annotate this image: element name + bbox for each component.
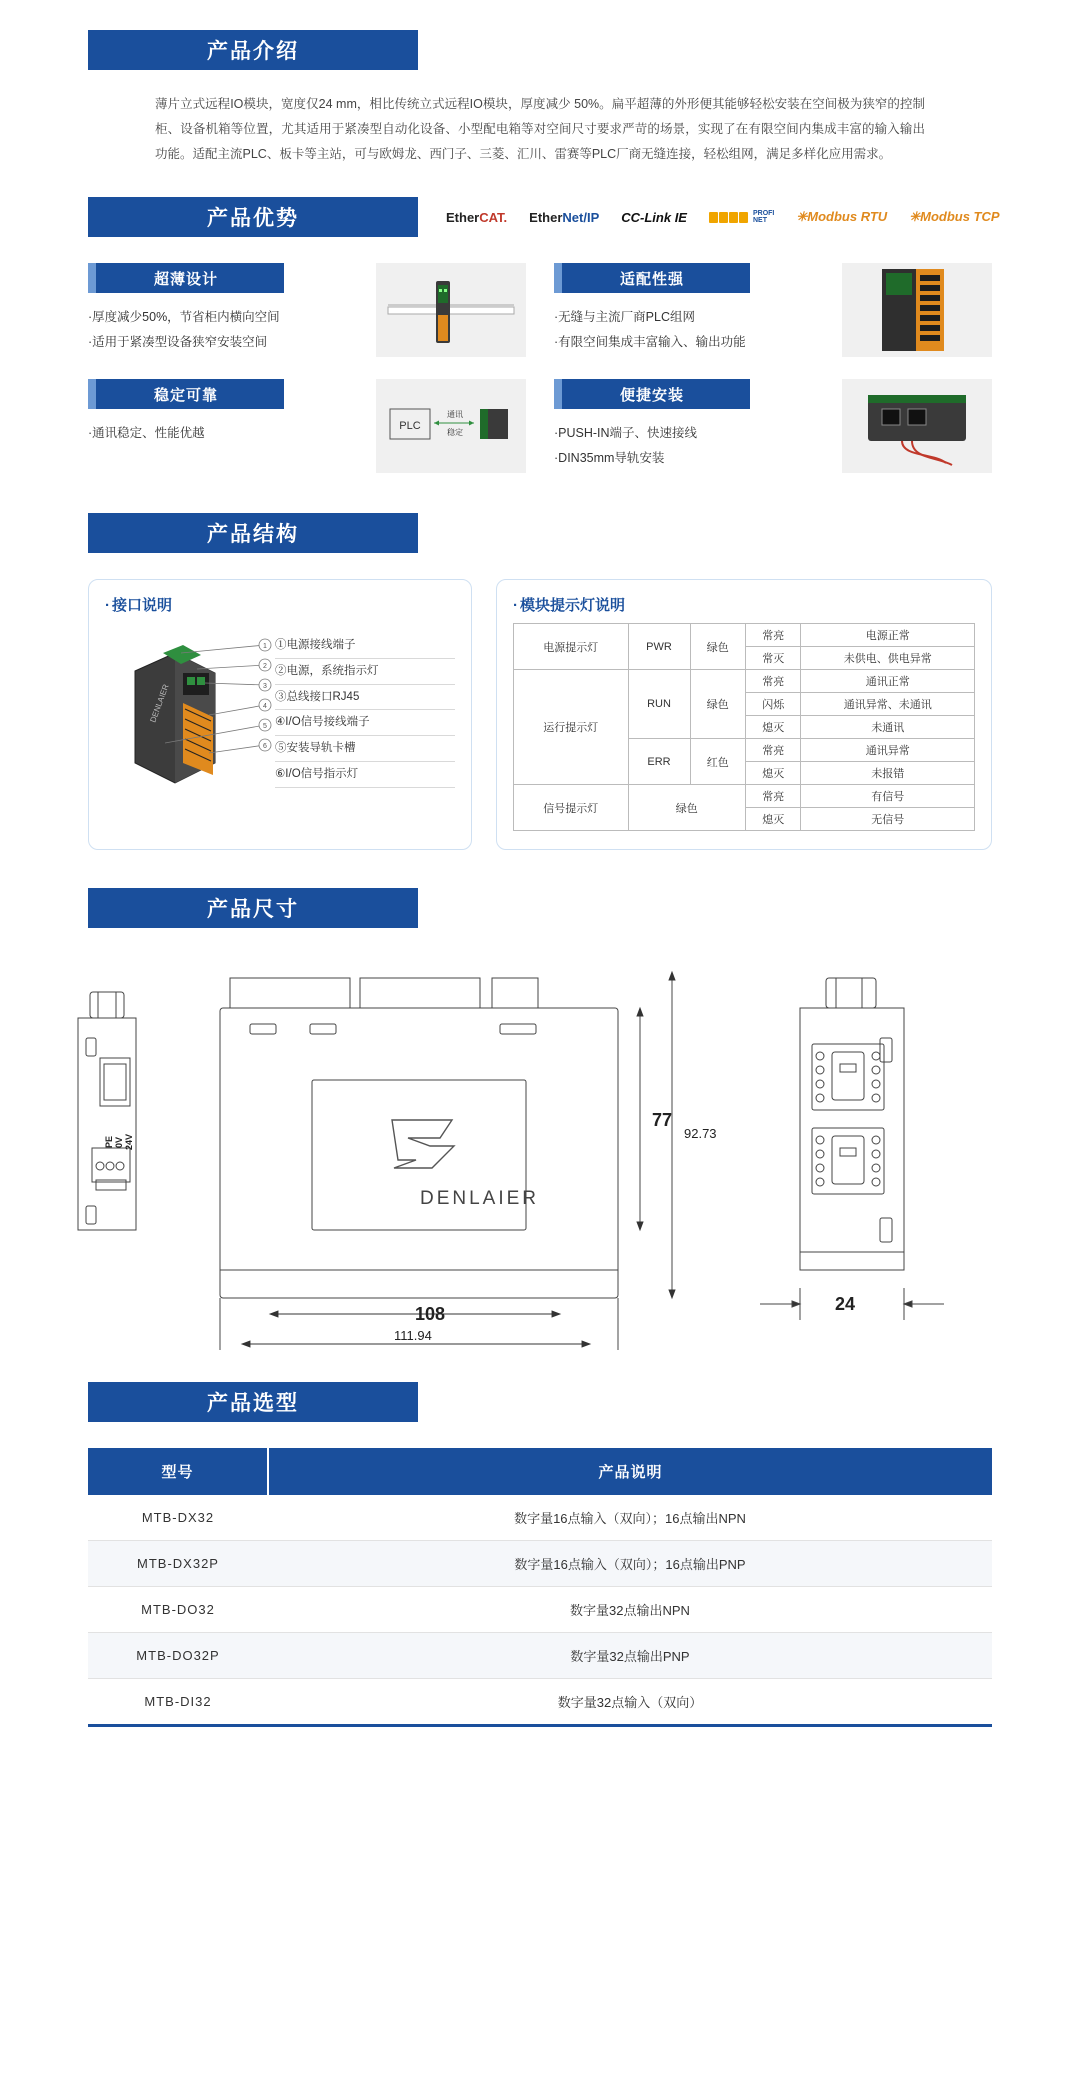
interface-item: ③总线接口RJ45 [275,685,455,711]
bullet-dot-icon: · [513,597,518,614]
led-name: PWR [628,624,690,670]
table-row [88,1541,992,1587]
cell-description: 数字量32点输出NPN [268,1587,992,1633]
bullet-dot-icon: · [105,597,110,614]
structure-wrapper [88,579,992,850]
brand-logo [392,1120,454,1168]
advantage-bullet: ·DIN35mm导轨安装 [554,451,665,465]
dim-depth-24: 24 [835,1294,856,1314]
terminal-label-24v: 24V [124,1133,134,1150]
advantage-bullets [554,305,830,355]
section-header-structure: 产品结构 [88,513,418,553]
advantage-card-reliable [88,379,526,473]
led-title-text: 模块提示灯说明 [520,597,626,614]
advantage-card-ultrathin [88,263,526,357]
led-color: 绿色 [628,785,745,831]
dim-height-92: 92.73 [684,1126,717,1141]
modbus-rtu-logo: ✳Modbus RTU [796,209,888,224]
svg-text:4: 4 [263,703,267,710]
led-description-box [496,579,992,850]
led-group: 电源提示灯 [514,624,629,670]
product-selection-table [88,1448,992,1727]
led-status-table [513,623,975,831]
section-header-dimensions: 产品尺寸 [88,888,418,928]
advantage-bullet: ·厚度减少50%，节省柜内横向空间 [88,310,280,324]
column-header-model: 型号 [88,1448,268,1495]
led-name: ERR [628,739,690,785]
led-state: 常灭 [745,647,800,670]
interface-item: ⑤安装导轨卡槽 [275,736,455,762]
led-state: 熄灭 [745,808,800,831]
cell-description: 数字量32点输入（双向） [268,1679,992,1726]
dimension-drawings [60,952,1020,1372]
advantage-bullet: ·有限空间集成丰富输入、输出功能 [554,335,746,349]
led-color: 红色 [690,739,745,785]
table-row [88,1679,992,1726]
advantage-image-wiring [842,379,992,473]
led-state: 闪烁 [745,693,800,716]
led-desc: 未供电、供电异常 [801,647,975,670]
led-state: 熄灭 [745,716,800,739]
interface-item: ②电源，系统指示灯 [275,659,455,685]
advantage-image-din-rail [376,263,526,357]
advantage-title: 稳定可靠 [88,379,284,409]
svg-text:3: 3 [263,683,267,690]
interface-item: ④I/O信号接线端子 [275,710,455,736]
dim-height-77: 77 [652,1110,673,1130]
module-illustration [105,623,275,798]
advantage-title: 超薄设计 [88,263,284,293]
interface-body [105,623,455,798]
led-desc: 电源正常 [801,624,975,647]
interface-item: ⑥I/O信号指示灯 [275,762,455,788]
advantage-text-block [554,379,842,473]
led-state: 常亮 [745,624,800,647]
interface-item-list [275,623,455,798]
cell-description: 数字量32点输出PNP [268,1633,992,1679]
table-header-row [88,1448,992,1495]
advantage-bullet: ·PUSH-IN端子、快速接线 [554,426,698,440]
interface-title-text: 接口说明 [112,597,173,614]
svg-text:5: 5 [263,723,267,730]
cell-model: MTB-DI32 [88,1679,268,1726]
cell-description: 数字量16点输入（双向）；16点输出NPN [268,1495,992,1541]
terminal-label-0v: 0V [114,1136,124,1148]
led-desc: 通讯正常 [801,670,975,693]
table-row [514,785,975,808]
advantage-bullets [88,421,364,446]
table-row [514,670,975,693]
brand-text: DENLAIER [420,1188,540,1209]
section-header-advantages: 产品优势 [88,197,418,237]
svg-text:6: 6 [263,743,267,750]
table-row [514,624,975,647]
column-header-description: 产品说明 [268,1448,992,1495]
advantage-text-block [88,263,376,357]
advantage-bullets [88,305,364,355]
table-row [88,1495,992,1541]
table-row [88,1587,992,1633]
advantage-text-block [88,379,376,473]
intro-paragraph: 薄片立式远程IO模块，宽度仅24 mm，相比传统立式远程IO模块，厚度减少 50%。扁平超薄的外形便其能够轻松安装在空间极为狭窄的控制柜、设备机箱等位置，尤其适用于紧凑型自动化设备、小型配电箱等对空间尺寸要求严苛的场景，实现了在有限空间内集成丰富的输入输出功能。适配主流PLC、板卡等主站，可与欧姆龙、西门子、三菱、汇川、雷赛等PLC厂商无缝连接，轻松组网，满足多样化应用需求。 [155,97,925,161]
advantages-header-row [0,197,1080,237]
led-box-title [513,594,975,615]
advantage-bullets [554,421,830,471]
interface-item: ①电源接线端子 [275,633,455,659]
cell-description: 数字量16点输入（双向）；16点输出PNP [268,1541,992,1587]
modbus-tcp-logo: ✳Modbus TCP [909,209,1000,224]
ethercat-logo: EtherCAT. [446,209,508,225]
dimension-svg [60,952,1020,1372]
product-page [0,30,1080,1747]
advantage-bullet: ·通讯稳定、性能优越 [88,426,205,440]
svg-text:DENLAIER: DENLAIER [148,683,171,724]
advantage-title: 适配性强 [554,263,750,293]
led-state: 常亮 [745,739,800,762]
led-state: 常亮 [745,670,800,693]
interface-box-title [105,594,455,615]
svg-text:2: 2 [263,663,267,670]
led-desc: 未报错 [801,762,975,785]
advantage-bullet: ·无缝与主流厂商PLC组网 [554,310,695,324]
led-state: 常亮 [745,785,800,808]
led-desc: 无信号 [801,808,975,831]
led-desc: 通讯异常、未通讯 [801,693,975,716]
led-state: 熄灭 [745,762,800,785]
led-desc: 未通讯 [801,716,975,739]
protocol-logo-strip [446,209,1000,225]
advantage-image-plc-diagram [376,379,526,473]
cell-model: MTB-DO32P [88,1633,268,1679]
section-header-intro: 产品介绍 [88,30,418,70]
terminal-label-pe: PE [104,1135,114,1148]
cell-model: MTB-DO32 [88,1587,268,1633]
led-color: 绿色 [690,670,745,739]
svg-text:通讯: 通讯 [447,410,463,419]
svg-text:PLC: PLC [399,420,421,432]
svg-text:稳定: 稳定 [447,428,463,437]
cell-model: MTB-DX32P [88,1541,268,1587]
dim-width-108: 108 [415,1304,446,1324]
table-row [88,1633,992,1679]
svg-text:1: 1 [263,643,267,650]
interface-description-box [88,579,472,850]
advantage-card-compatibility [554,263,992,357]
advantage-image-terminals [842,263,992,357]
cclink-ie-logo: CC-Link IE [621,209,687,225]
led-color: 绿色 [690,624,745,670]
advantage-card-installation [554,379,992,473]
advantages-grid [88,263,992,473]
section-header-selection: 产品选型 [88,1382,418,1422]
led-group: 信号提示灯 [514,785,629,831]
advantage-title: 便捷安装 [554,379,750,409]
led-desc: 通讯异常 [801,739,975,762]
advantage-bullet: ·适用于紧凑型设备狭窄安装空间 [88,335,268,349]
led-group: 运行提示灯 [514,670,629,785]
dim-width-111: 111.94 [394,1328,432,1343]
cell-model: MTB-DX32 [88,1495,268,1541]
profinet-logo: PROFI NET [709,210,774,224]
led-name: RUN [628,670,690,739]
led-desc: 有信号 [801,785,975,808]
ethernetip-logo: EtherNet/IP [529,209,600,225]
advantage-text-block [554,263,842,357]
